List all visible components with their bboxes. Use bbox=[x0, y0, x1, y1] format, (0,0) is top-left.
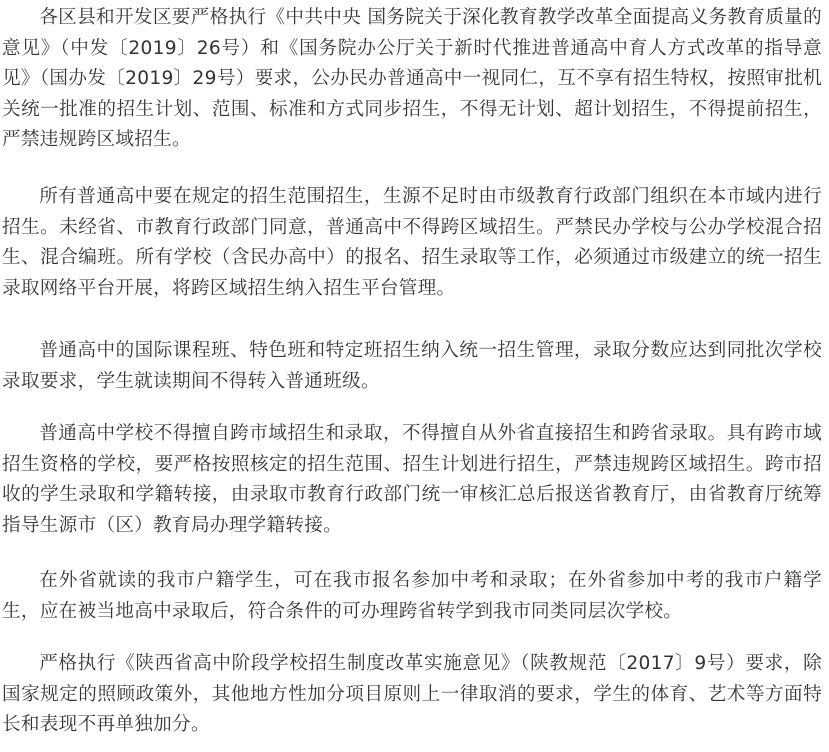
paragraph-cross-region: 普通高中学校不得擅自跨市域招生和录取，不得擅自从外省直接招生和跨省录取。具有跨市域招生资格的学校，要严格按照核定的招生范围、招生计划进行招生，严禁违规跨区域招生。跨市招收的学生录取和学籍转接，由录取市教育行政部门统一审核汇总后报送省教育厅，由省教育厅统筹指导生源市（区）教育局办理学籍转接。 bbox=[2, 423, 822, 536]
paragraph-enrollment-policy: 各区县和开发区要严格执行《中共中央 国务院关于深化教育教学改革全面提高义务教育质量的意见》（中发〔2019〕26号）和《国务院办公厅关于新时代推进普通高中育人方式改革的指导意见》（国办发〔2019〕29号）要求，公办民办普通高中一视同仁，互不享有招生特权，按照审批机关统一批准的招生计划、范围、标准和方式同步招生，不得无计划、超计划招生，不得提前招生，严禁违规跨区域招生。 bbox=[2, 7, 822, 151]
paragraph-enrollment-scope: 所有普通高中要在规定的招生范围招生，生源不足时由市级教育行政部门组织在本市域内进行招生。未经省、市教育行政部门同意，普通高中不得跨区域招生。严禁民办学校与公办学校混合招生、混合编班。所有学校（含民办高中）的报名、招生录取等工作，必须通过市级建立的统一招生录取网络平台开展，将跨区域招生纳入招生平台管理。 bbox=[2, 186, 822, 299]
paragraph-special-classes: 普通高中的国际课程班、特色班和特定班招生纳入统一招生管理，录取分数应达到同批次学校录取要求，学生就读期间不得转入普通班级。 bbox=[2, 340, 822, 392]
paragraph-bonus-points: 严格执行《陕西省高中阶段学校招生制度改革实施意见》（陕教规范〔2017〕9号）要求，除国家规定的照顾政策外，其他地方性加分项目原则上一律取消的要求，学生的体育、艺术等方面特长和表现不再单独加分。 bbox=[2, 653, 822, 736]
paragraph-out-of-province-students: 在外省就读的我市户籍学生，可在我市报名参加中考和录取；在外省参加中考的我市户籍学生，应在被当地高中录取后，符合条件的可办理跨省转学到我市同类同层次学校。 bbox=[2, 570, 822, 622]
